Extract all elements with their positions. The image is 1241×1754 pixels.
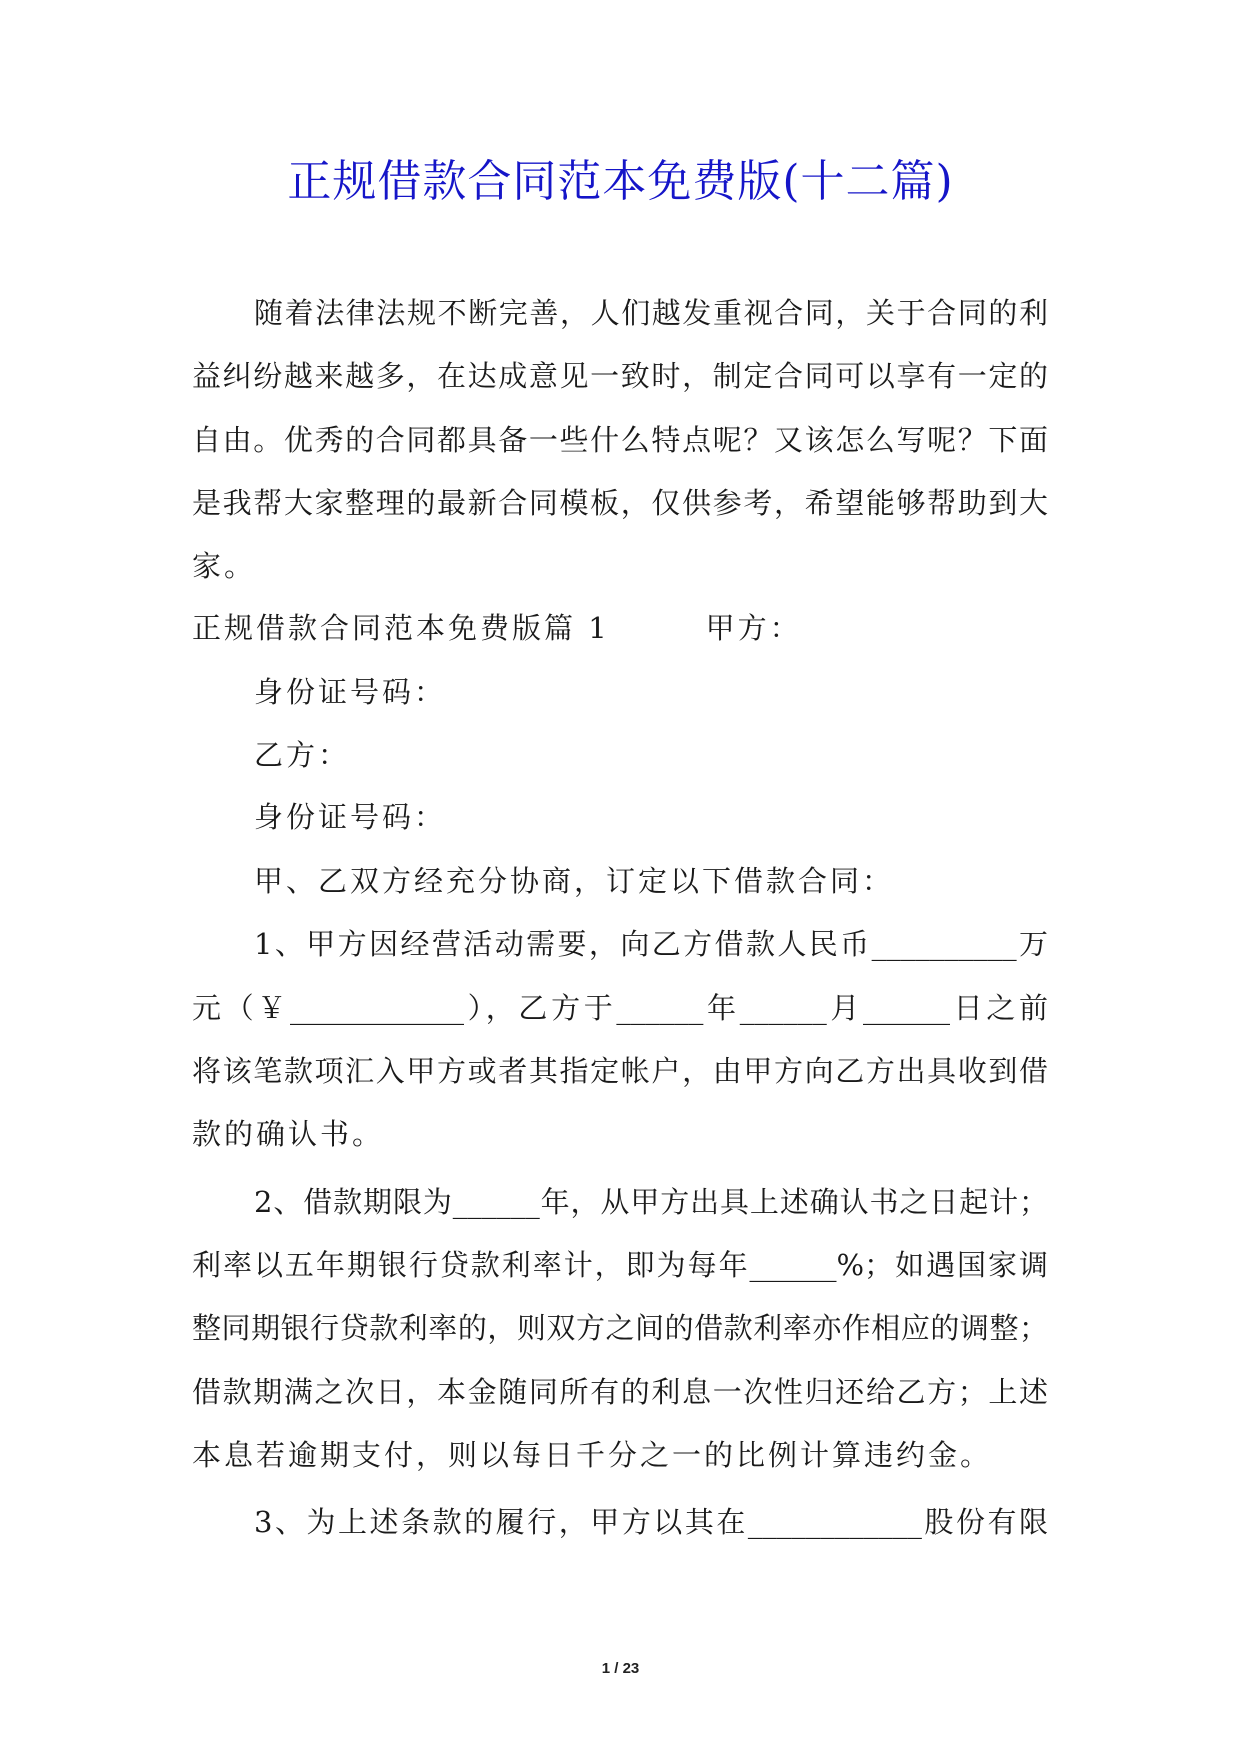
- party-a-id-line: 身份证号码：: [254, 675, 447, 709]
- clause-1-line-1: 1、甲方因经营活动需要，向乙方借款人民币__________万: [254, 927, 1048, 961]
- party-b-id-line: 身份证号码：: [254, 800, 447, 834]
- page-number: 1 / 23: [601, 1660, 640, 1677]
- intro-line-1: 随着法律法规不断完善，人们越发重视合同，关于合同的利: [254, 296, 1048, 330]
- clause-2-line-4: 借款期满之次日，本金随同所有的利息一次性归还给乙方；上述: [192, 1375, 1048, 1409]
- intro-line-2: 益纠纷越来越多，在达成意见一致时，制定合同可以享有一定的: [192, 359, 1048, 393]
- clause-2-line-5: 本息若逾期支付，则以每日千分之一的比例计算违约金。: [192, 1438, 993, 1472]
- section-heading: 正规借款合同范本免费版篇 1 甲方：: [192, 611, 802, 645]
- clause-2-line-1: 2、借款期限为______年，从甲方出具上述确认书之日起计；: [254, 1185, 1048, 1219]
- document-title: 正规借款合同范本免费版(十二篇): [287, 156, 954, 207]
- intro-line-5: 家。: [192, 549, 257, 583]
- clause-1-line-2: 元（￥____________），乙方于______年______月______日之前: [192, 991, 1048, 1025]
- clause-1-line-4: 款的确认书。: [192, 1117, 385, 1151]
- clause-2-line-2: 利率以五年期银行贷款利率计，即为每年______%；如遇国家调: [192, 1248, 1048, 1282]
- intro-line-4: 是我帮大家整理的最新合同模板，仅供参考，希望能够帮助到大: [192, 486, 1048, 520]
- intro-line-3: 自由。优秀的合同都具备一些什么特点呢？又该怎么写呢？下面: [192, 423, 1048, 457]
- party-b-line: 乙方：: [254, 738, 351, 772]
- clause-2-line-3: 整同期银行贷款利率的，则双方之间的借款利率亦作相应的调整；: [192, 1311, 1048, 1345]
- agreement-intro-line: 甲、乙双方经充分协商，订定以下借款合同：: [254, 864, 895, 898]
- clause-3-line-1: 3、为上述条款的履行，甲方以其在____________股份有限: [254, 1505, 1048, 1539]
- clause-1-line-3: 将该笔款项汇入甲方或者其指定帐户，由甲方向乙方出具收到借: [192, 1054, 1048, 1088]
